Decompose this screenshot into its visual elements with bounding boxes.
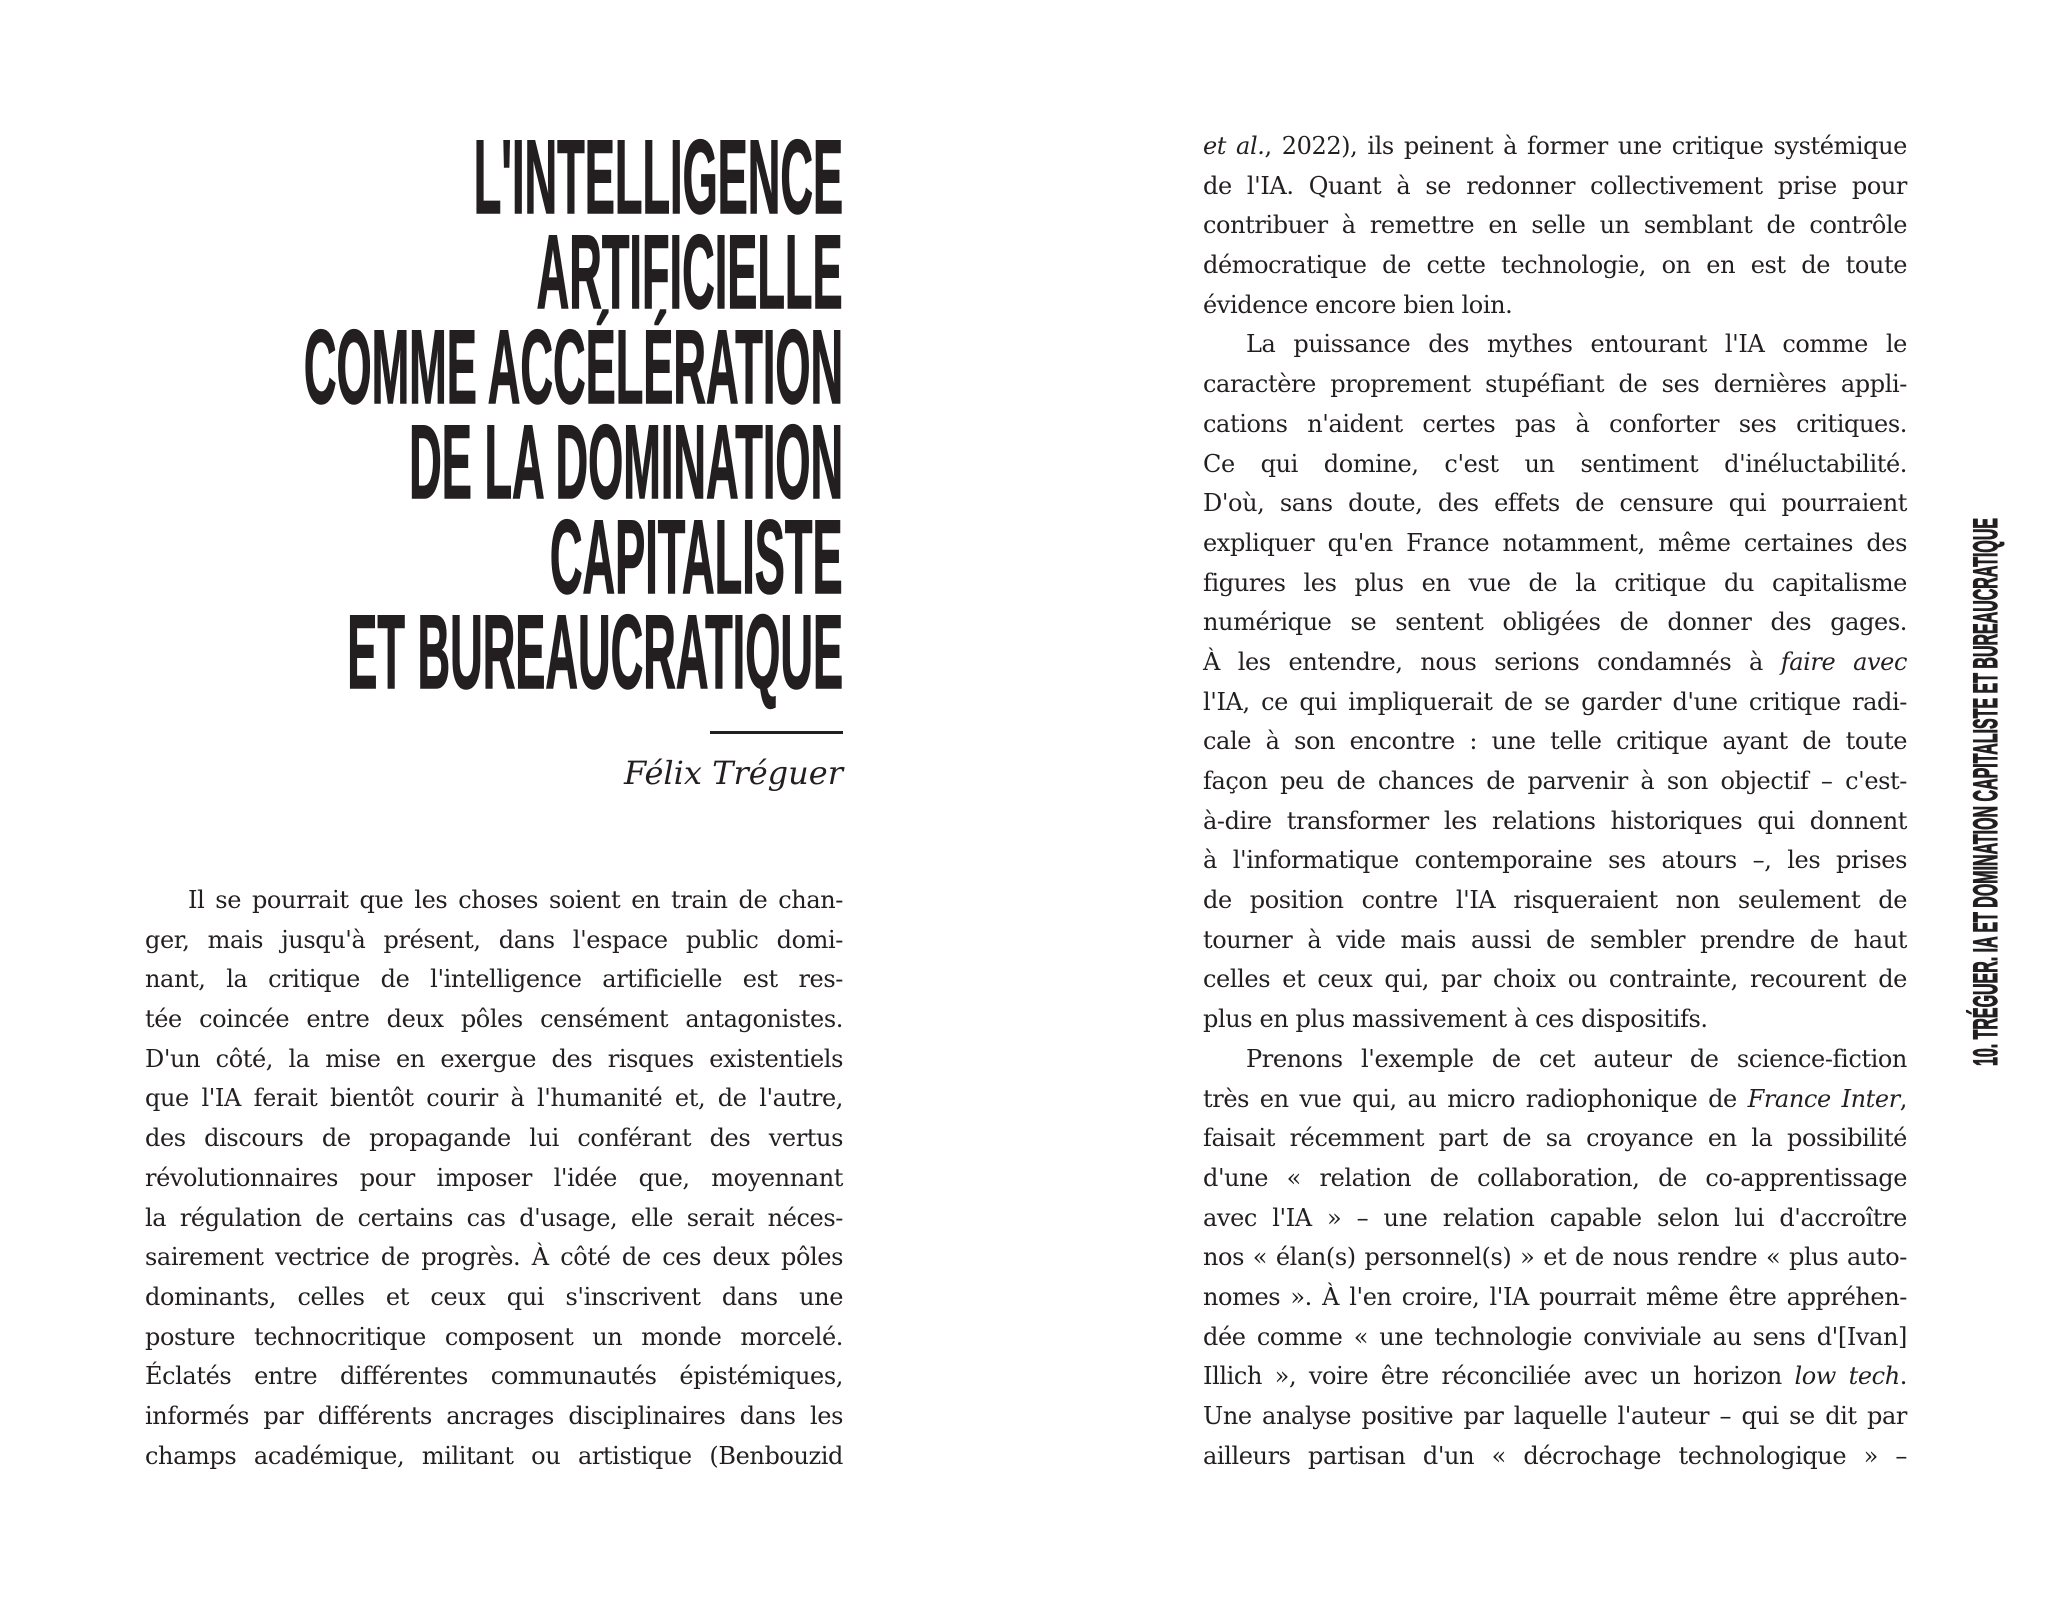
text-line: façon peu de chances de parvenir à son objectif – c'est- xyxy=(1203,767,1907,795)
chapter-title-line: COMME ACCÉLÉRATION xyxy=(303,309,843,426)
text-line: informés par différents ancrages disciplinaires dans les xyxy=(145,1401,843,1430)
text-line: champs académique, militant ou artistique (Benbouzid xyxy=(145,1441,843,1470)
text-line: ailleurs partisan d'un « décrochage technologique » – xyxy=(1203,1441,1907,1470)
text-line: numérique se sentent obligées de donner des gages. xyxy=(1203,608,1907,637)
text-line: Illich », voire être réconciliée avec un horizon low tech. xyxy=(1203,1362,1908,1391)
text-line: À les entendre, nous serions condamnés à faire avec xyxy=(1203,647,1907,676)
text-line: dée comme « une technologie conviviale au sens d'[Ivan] xyxy=(1203,1322,1907,1351)
title-divider xyxy=(710,731,843,734)
chapter-title-line: CAPITALISTE xyxy=(550,499,843,616)
text-line: expliquer qu'en France notamment, même certaines des xyxy=(1203,528,1907,557)
chapter-title xyxy=(145,119,843,711)
text-line: sairement vectrice de progrès. À côté de ces deux pôles xyxy=(145,1243,843,1272)
text-line: de l'IA. Quant à se redonner collectivement prise pour xyxy=(1203,171,1907,200)
text-line: D'un côté, la mise en exergue des risques existentiels xyxy=(145,1044,843,1073)
running-head xyxy=(1966,515,2006,1068)
chapter-title-line: ARTIFICIELLE xyxy=(537,214,843,331)
text-line: Ce qui domine, c'est un sentiment d'inéluctabilité. xyxy=(1203,449,1907,478)
text-line: contribuer à remettre en selle un semblant de contrôle xyxy=(1203,211,1907,240)
text-line: et al., 2022), ils peinent à former une critique systémique xyxy=(1203,132,1907,160)
text-line: Il se pourrait que les choses soient en train de chan- xyxy=(188,886,843,914)
text-line: D'où, sans doute, des effets de censure qui pourraient xyxy=(1203,489,1907,518)
text-line: l'IA, ce qui impliquerait de se garder d'une critique radi- xyxy=(1203,687,1907,716)
left-body-column xyxy=(145,881,843,1476)
text-line: tée coincée entre deux pôles censément antagonistes. xyxy=(145,1005,843,1034)
text-line: nant, la critique de l'intelligence artificielle est res- xyxy=(145,965,843,994)
text-line: La puissance des mythes entourant l'IA comme le xyxy=(1246,330,1907,359)
text-line: caractère proprement stupéfiant de ses dernières appli- xyxy=(1203,370,1907,399)
text-line: cale à son encontre : une telle critique ayant de toute xyxy=(1203,727,1907,756)
text-line: des discours de propagande lui conférant des vertus xyxy=(145,1124,843,1153)
text-line: démocratique de cette technologie, on en est de toute xyxy=(1203,251,1907,280)
text-line: Prenons l'exemple de cet auteur de science-fiction xyxy=(1246,1044,1907,1073)
text-line: évidence encore bien loin. xyxy=(1203,290,1513,319)
chapter-title-line: ET BUREAUCRATIQUE xyxy=(347,594,843,711)
author-name: Félix Tréguer xyxy=(624,754,843,792)
text-line: ger, mais jusqu'à présent, dans l'espace public domi- xyxy=(145,925,843,954)
text-line: celles et ceux qui, par choix ou contrainte, recourent de xyxy=(1203,965,1907,994)
text-line: à l'informatique contemporaine ses atours –, les prises xyxy=(1203,846,1907,875)
text-line: cations n'aident certes pas à conforter ses critiques. xyxy=(1203,409,1907,438)
text-line: figures les plus en vue de la critique du capitalisme xyxy=(1203,568,1907,597)
text-line: de position contre l'IA risqueraient non seulement de xyxy=(1203,886,1907,915)
text-line: tourner à vide mais aussi de sembler prendre de haut xyxy=(1203,925,1907,954)
text-line: à-dire transformer les relations historiques qui donnent xyxy=(1203,806,1907,835)
text-line: révolutionnaires pour imposer l'idée que, moyennant xyxy=(145,1163,843,1192)
text-line: très en vue qui, au micro radiophonique de France Inter, xyxy=(1203,1084,1908,1113)
chapter-title-line: DE LA DOMINATION xyxy=(409,404,843,521)
text-line: que l'IA ferait bientôt courir à l'humanité et, de l'autre, xyxy=(145,1084,843,1113)
text-line: faisait récemment part de sa croyance en la possibilité xyxy=(1203,1124,1907,1153)
text-line: dominants, celles et ceux qui s'inscrivent dans une xyxy=(145,1282,843,1311)
chapter-title-line: L'INTELLIGENCE xyxy=(473,119,843,236)
text-line: posture technocritique composent un monde morcelé. xyxy=(145,1322,843,1351)
text-line: Une analyse positive par laquelle l'auteur – qui se dit par xyxy=(1203,1402,1907,1430)
text-line: Éclatés entre différentes communautés épistémiques, xyxy=(145,1362,843,1391)
right-body-column xyxy=(1203,127,1907,1476)
text-line: la régulation de certains cas d'usage, elle serait néces- xyxy=(145,1203,843,1232)
text-line: avec l'IA » – une relation capable selon lui d'accroître xyxy=(1203,1203,1907,1232)
running-head-text: 10. TRÉGUER. IA ET DOMINATION CAPITALISTE ET BUREAUCRATIQUE xyxy=(1967,517,2005,1066)
text-line: nos « élan(s) personnel(s) » et de nous rendre « plus auto- xyxy=(1203,1243,1907,1272)
text-line: d'une « relation de collaboration, de co-apprentissage xyxy=(1203,1163,1907,1192)
text-line: plus en plus massivement à ces dispositifs. xyxy=(1203,1005,1708,1034)
text-line: nomes ». À l'en croire, l'IA pourrait même être appréhen- xyxy=(1203,1282,1907,1311)
